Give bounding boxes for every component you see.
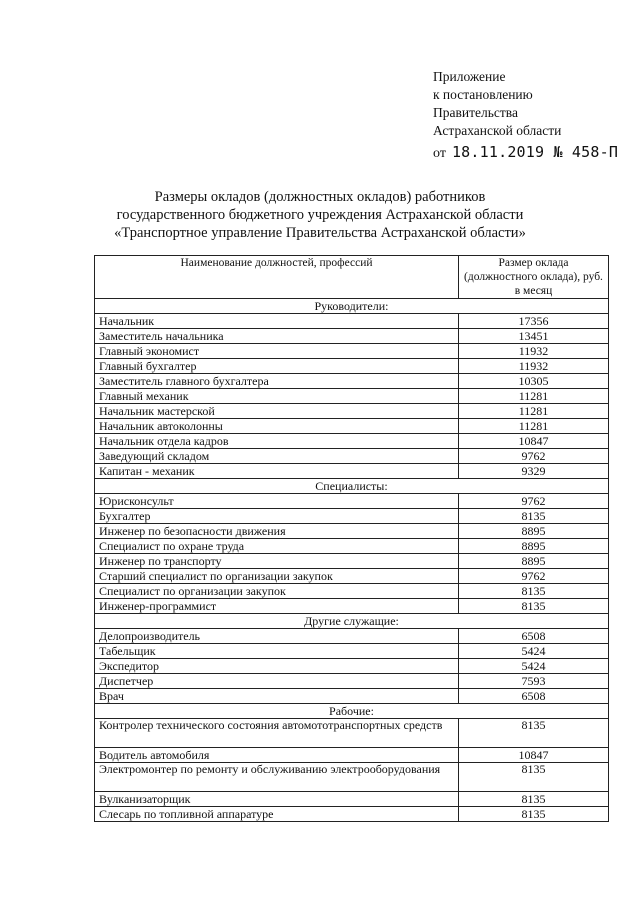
table-row bbox=[95, 629, 609, 644]
salary-value: 6508 bbox=[459, 629, 609, 644]
position-name: Специалист по охране труда bbox=[95, 539, 459, 554]
section-row bbox=[95, 614, 609, 629]
table-row bbox=[95, 329, 609, 344]
table-row bbox=[95, 359, 609, 374]
salary-value: 11281 bbox=[459, 389, 609, 404]
table-row bbox=[95, 689, 609, 704]
position-name: Специалист по организации закупок bbox=[95, 584, 459, 599]
salary-value: 8135 bbox=[459, 599, 609, 614]
table-row bbox=[95, 554, 609, 569]
salary-value: 6508 bbox=[459, 689, 609, 704]
section-heading: Другие служащие: bbox=[95, 614, 609, 629]
salary-value: 8135 bbox=[459, 719, 609, 748]
position-name: Заведующий складом bbox=[95, 449, 459, 464]
salary-table bbox=[94, 255, 609, 822]
salary-value: 8135 bbox=[459, 792, 609, 807]
salary-value: 9762 bbox=[459, 494, 609, 509]
appendix-line: Приложение bbox=[433, 69, 506, 84]
document-title bbox=[0, 188, 640, 242]
section-row bbox=[95, 299, 609, 314]
col-header-salary: Размер оклада (должностного оклада), руб. в месяц bbox=[459, 256, 609, 299]
salary-value: 10847 bbox=[459, 434, 609, 449]
position-name: Бухгалтер bbox=[95, 509, 459, 524]
appendix-block bbox=[433, 68, 618, 163]
salary-value: 11281 bbox=[459, 404, 609, 419]
position-name: Начальник bbox=[95, 314, 459, 329]
appendix-line: к постановлению bbox=[433, 87, 533, 102]
salary-value: 8895 bbox=[459, 539, 609, 554]
salary-value: 10847 bbox=[459, 748, 609, 763]
salary-value: 11281 bbox=[459, 419, 609, 434]
table-row bbox=[95, 374, 609, 389]
position-name: Начальник мастерской bbox=[95, 404, 459, 419]
appendix-line: Астраханской области bbox=[433, 123, 562, 138]
salary-value: 9762 bbox=[459, 449, 609, 464]
date-value: 18.11.2019 № 458-П bbox=[451, 143, 619, 161]
position-name: Главный экономист bbox=[95, 344, 459, 359]
table-row bbox=[95, 509, 609, 524]
table-row bbox=[95, 434, 609, 449]
table-row bbox=[95, 344, 609, 359]
table-row bbox=[95, 792, 609, 807]
section-row bbox=[95, 479, 609, 494]
position-name: Экспедитор bbox=[95, 659, 459, 674]
appendix-line: Правительства bbox=[433, 105, 518, 120]
salary-value: 10305 bbox=[459, 374, 609, 389]
salary-value: 9329 bbox=[459, 464, 609, 479]
position-name: Водитель автомобиля bbox=[95, 748, 459, 763]
salary-value: 8135 bbox=[459, 584, 609, 599]
salary-value: 8895 bbox=[459, 524, 609, 539]
section-heading: Специалисты: bbox=[95, 479, 609, 494]
salary-value: 5424 bbox=[459, 644, 609, 659]
position-name: Начальник отдела кадров bbox=[95, 434, 459, 449]
position-name: Вулканизаторщик bbox=[95, 792, 459, 807]
title-line: Размеры окладов (должностных окладов) работников bbox=[154, 189, 486, 205]
table-row bbox=[95, 674, 609, 689]
position-name: Старший специалист по организации закупок bbox=[95, 569, 459, 584]
table-row bbox=[95, 314, 609, 329]
table-row bbox=[95, 389, 609, 404]
title-line: государственного бюджетного учреждения Астраханской области bbox=[116, 207, 524, 223]
date-prefix: от bbox=[433, 146, 446, 161]
position-name: Делопроизводитель bbox=[95, 629, 459, 644]
position-name: Начальник автоколонны bbox=[95, 419, 459, 434]
table-row bbox=[95, 719, 609, 748]
position-name: Главный бухгалтер bbox=[95, 359, 459, 374]
table-row bbox=[95, 807, 609, 822]
table-row bbox=[95, 449, 609, 464]
table-row bbox=[95, 584, 609, 599]
position-name: Юрисконсульт bbox=[95, 494, 459, 509]
salary-value: 11932 bbox=[459, 344, 609, 359]
position-name: Главный механик bbox=[95, 389, 459, 404]
salary-value: 8135 bbox=[459, 763, 609, 792]
position-name: Инженер по транспорту bbox=[95, 554, 459, 569]
salary-value: 8135 bbox=[459, 509, 609, 524]
table-body bbox=[95, 299, 609, 822]
table-row bbox=[95, 748, 609, 763]
salary-value: 13451 bbox=[459, 329, 609, 344]
table-row bbox=[95, 763, 609, 792]
salary-value: 11932 bbox=[459, 359, 609, 374]
salary-value: 8135 bbox=[459, 807, 609, 822]
table-row bbox=[95, 494, 609, 509]
table-row bbox=[95, 659, 609, 674]
table-row bbox=[95, 464, 609, 479]
position-name: Табельщик bbox=[95, 644, 459, 659]
salary-value: 9762 bbox=[459, 569, 609, 584]
table-row bbox=[95, 539, 609, 554]
table-row bbox=[95, 569, 609, 584]
salary-value: 8895 bbox=[459, 554, 609, 569]
position-name: Инженер по безопасности движения bbox=[95, 524, 459, 539]
salary-value: 5424 bbox=[459, 659, 609, 674]
section-heading: Руководители: bbox=[95, 299, 609, 314]
table-row bbox=[95, 404, 609, 419]
position-name: Инженер-программист bbox=[95, 599, 459, 614]
position-name: Слесарь по топливной аппаратуре bbox=[95, 807, 459, 822]
table-row bbox=[95, 419, 609, 434]
salary-value: 17356 bbox=[459, 314, 609, 329]
position-name: Капитан - механик bbox=[95, 464, 459, 479]
position-name: Заместитель главного бухгалтера bbox=[95, 374, 459, 389]
title-line: «Транспортное управление Правительства Астраханской области» bbox=[114, 225, 526, 241]
col-header-position: Наименование должностей, профессий bbox=[95, 256, 459, 299]
position-name: Диспетчер bbox=[95, 674, 459, 689]
section-heading: Рабочие: bbox=[95, 704, 609, 719]
appendix-date-line bbox=[433, 143, 618, 163]
table-header-row bbox=[95, 256, 609, 299]
table-row bbox=[95, 599, 609, 614]
position-name: Заместитель начальника bbox=[95, 329, 459, 344]
table-row bbox=[95, 524, 609, 539]
position-name: Контролер технического состояния автомототранспортных средств bbox=[95, 719, 459, 748]
position-name: Врач bbox=[95, 689, 459, 704]
position-name: Электромонтер по ремонту и обслуживанию электрооборудования bbox=[95, 763, 459, 792]
table-row bbox=[95, 644, 609, 659]
section-row bbox=[95, 704, 609, 719]
salary-value: 7593 bbox=[459, 674, 609, 689]
